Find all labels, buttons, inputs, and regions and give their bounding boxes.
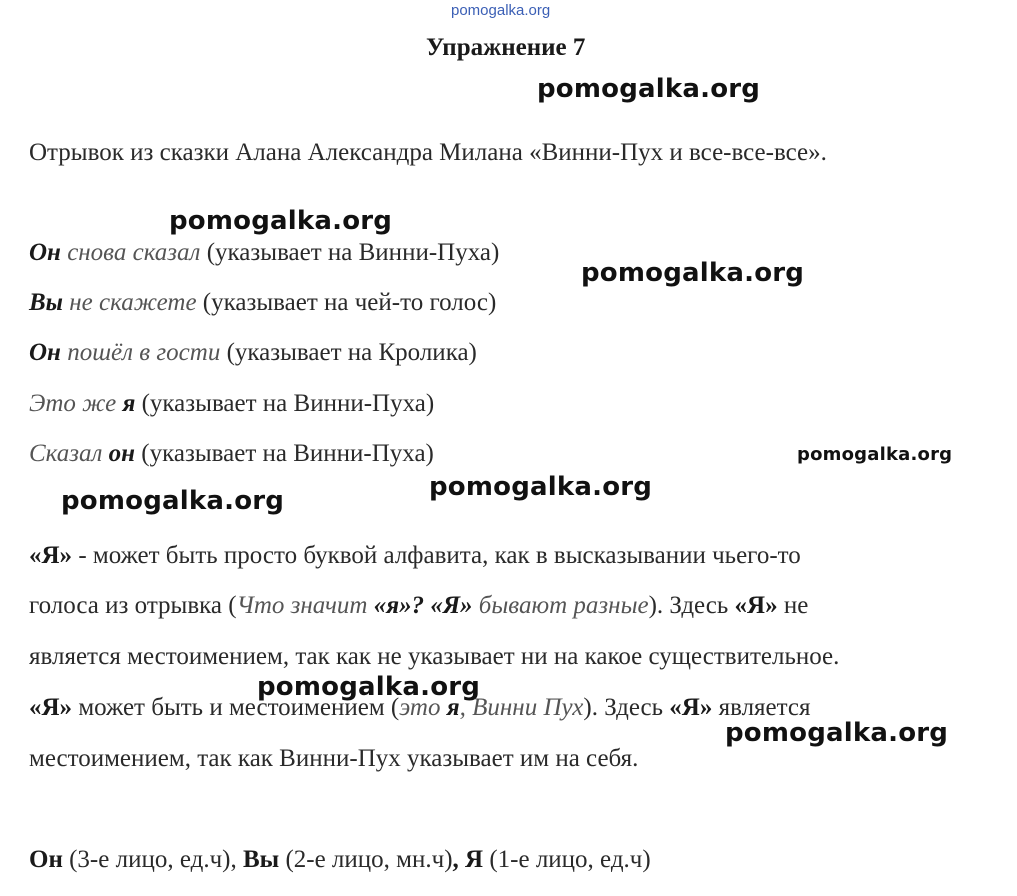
paragraph-line: «Я» - может быть просто буквой алфавита, как в высказывании чьего-то [29, 542, 801, 569]
paragraph-line: «Я» может быть и местоимением (это я, Винни Пух). Здесь «Я» является [29, 694, 811, 721]
watermark: pomogalka.org [257, 672, 481, 702]
example-line [29, 440, 434, 468]
example-line [29, 339, 477, 367]
watermark: pomogalka.org [169, 206, 393, 236]
phrase: Это же [29, 390, 123, 417]
comment: (указывает на Кролика) [220, 339, 477, 366]
pronoun: он [108, 440, 136, 467]
pronoun: Вы [29, 289, 64, 316]
pronoun: Он [29, 339, 61, 366]
pronoun: я [122, 390, 136, 417]
comment: (указывает на чей-то голос) [196, 289, 497, 316]
summary-line: Он (3-е лицо, ед.ч), Вы (2-е лицо, мн.ч), Я (1-е лицо, ед.ч) [29, 846, 651, 873]
comment: (указывает на Винни-Пуха) [200, 239, 500, 266]
exercise-title: Упражнение 7 [426, 34, 586, 61]
phrase: пошёл в гости [60, 339, 221, 366]
watermark: pomogalka.org [725, 718, 949, 748]
phrase: не скажете [63, 289, 197, 316]
paragraph-line: является местоимением, так как не указывает ни на какое существительное. [29, 643, 840, 670]
top-watermark-link: pomogalka.org [451, 2, 551, 19]
example-line [29, 289, 496, 317]
example-line [29, 239, 499, 267]
watermark: pomogalka.org [797, 444, 953, 465]
comment: (указывает на Винни-Пуха) [135, 440, 434, 467]
pronoun: Он [29, 239, 61, 266]
watermark: pomogalka.org [429, 472, 653, 502]
paragraph-line: голоса из отрывка (Что значит «я»? «Я» бывают разные). Здесь «Я» не [29, 592, 809, 619]
watermark: pomogalka.org [537, 74, 761, 104]
intro-text: Отрывок из сказки Алана Александра Милана «Винни-Пух и все-все-все». [29, 139, 827, 166]
example-line [29, 390, 434, 418]
phrase: снова сказал [60, 239, 201, 266]
paragraph-line: местоимением, так как Винни-Пух указывает им на себя. [29, 745, 639, 772]
phrase: Сказал [29, 440, 109, 467]
comment: (указывает на Винни-Пуха) [135, 390, 435, 417]
watermark: pomogalka.org [61, 486, 285, 516]
watermark: pomogalka.org [581, 258, 805, 288]
